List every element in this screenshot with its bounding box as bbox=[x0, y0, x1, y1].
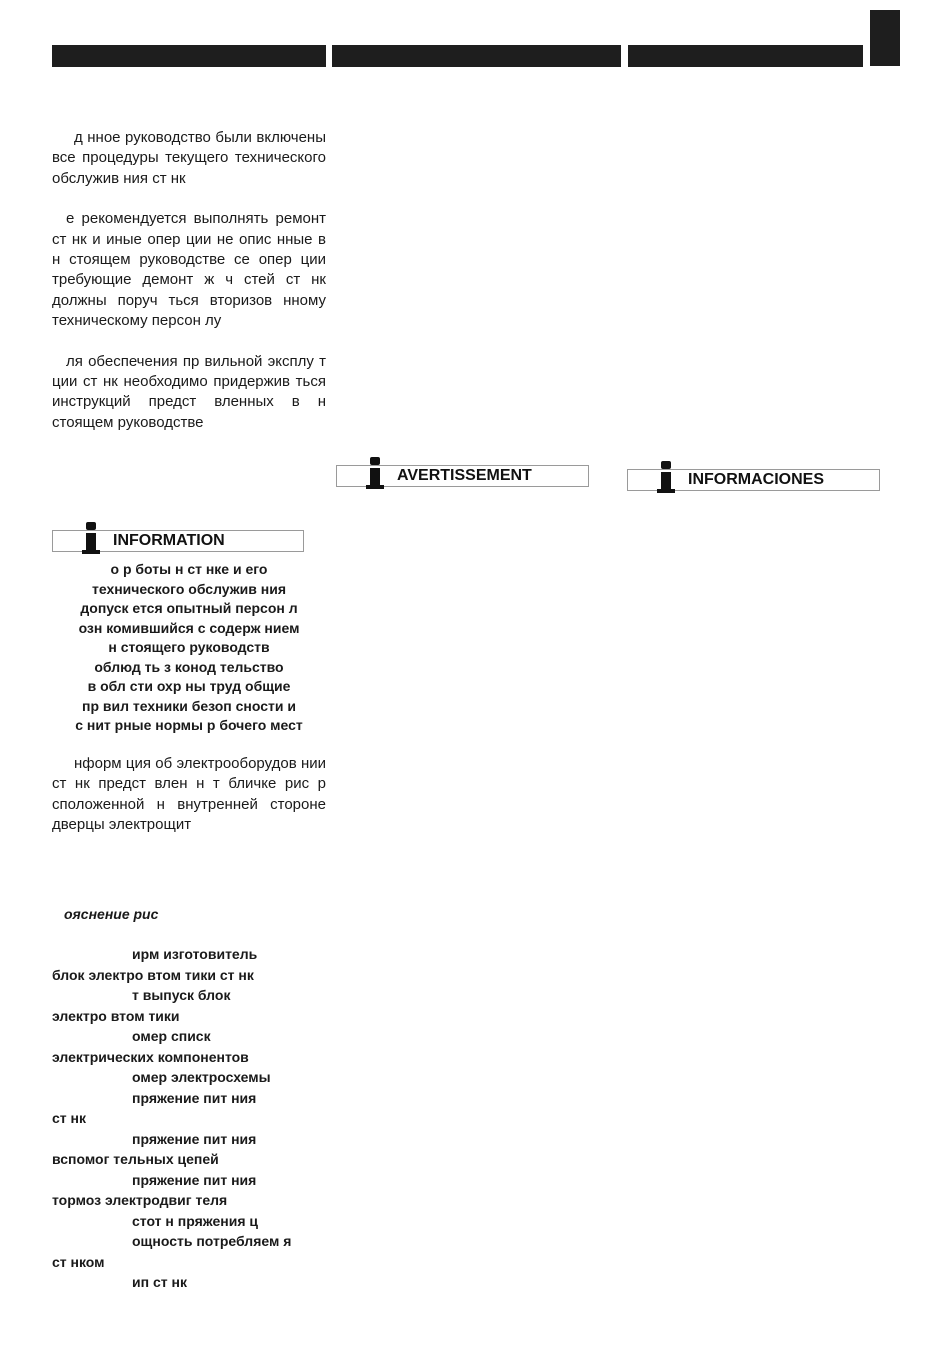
informaciones-box bbox=[627, 469, 880, 491]
informaciones-label: INFORMACIONES bbox=[688, 471, 824, 488]
electric-paragraph-block bbox=[52, 754, 326, 836]
note-line: с нит рные нормы р бочего мест bbox=[75, 717, 303, 733]
legend-line: пряжение пит ния bbox=[132, 1171, 257, 1188]
legend-line: омер электросхемы bbox=[132, 1069, 271, 1085]
legend-line: блок электро втом тики ст нк bbox=[52, 966, 254, 983]
information-box bbox=[52, 530, 304, 552]
page-corner-tab bbox=[870, 10, 900, 66]
legend-line: пряжение пит ния bbox=[132, 1130, 257, 1147]
legend-line: электро втом тики bbox=[52, 1007, 180, 1024]
note-line: облюд ть з конод тельство bbox=[94, 658, 284, 675]
legend-block bbox=[52, 906, 326, 1293]
note-line: о р боты н ст нке и его bbox=[110, 561, 268, 577]
note-line: допуск ется опытный персон л bbox=[80, 600, 298, 616]
header-bar-left bbox=[52, 45, 326, 67]
legend-line: тормоз электродвиг теля bbox=[52, 1192, 228, 1208]
intro-paragraphs bbox=[52, 128, 326, 433]
info-i-icon bbox=[81, 522, 101, 556]
info-i-icon bbox=[365, 457, 385, 491]
legend-list bbox=[52, 944, 326, 1293]
legend-line: ощность потребляем я bbox=[132, 1233, 292, 1249]
legend-line: ип ст нк bbox=[132, 1274, 187, 1290]
legend-title: ояснение рис bbox=[64, 906, 159, 922]
legend-line: т выпуск блок bbox=[132, 987, 231, 1003]
paragraph-repair: е рекомендуется выполнять ремонт ст нк и иные опер ции не опис нные в н стоящем руководстве се опер ции требующие демонт ж ч стей ст нк должны поруч ться вторизов нному техническому персон лу bbox=[52, 210, 326, 330]
note-line: озн комившийся с содерж нием bbox=[78, 619, 300, 636]
information-label: INFORMATION bbox=[113, 532, 225, 549]
legend-line: ст нком bbox=[52, 1253, 105, 1270]
legend-line: ст нк bbox=[52, 1110, 86, 1126]
avertissement-label: AVERTISSEMENT bbox=[397, 467, 532, 484]
legend-line: пряжение пит ния bbox=[132, 1089, 257, 1106]
note-line: н стоящего руководств bbox=[108, 639, 270, 655]
header-bar-right bbox=[628, 45, 863, 67]
legend-line: ирм изготовитель bbox=[132, 946, 258, 962]
legend-line: стот н пряжения ц bbox=[132, 1212, 258, 1229]
note-line: пр вил техники безоп сности и bbox=[82, 697, 296, 714]
note-line: технического обслужив ния bbox=[91, 580, 286, 597]
paragraph-maintenance: д нное руководство были включены все процедуры текущего технического обслужив ния ст нк bbox=[52, 129, 326, 187]
info-i-icon bbox=[656, 461, 676, 495]
note-line: в обл сти охр ны труд общие bbox=[87, 678, 291, 694]
avertissement-box bbox=[336, 465, 589, 487]
legend-line: вспомог тельных цепей bbox=[52, 1151, 219, 1167]
legend-line: омер списк bbox=[132, 1028, 211, 1044]
header-bar-middle bbox=[332, 45, 621, 67]
legend-line: электрических компонентов bbox=[52, 1048, 249, 1065]
paragraph-operation: ля обеспечения пр вильной эксплу т ции ст нк необходимо придержив ться инструкций предст вленных в н стоящем руководстве bbox=[52, 352, 326, 431]
paragraph-electric: нформ ция об электрооборудов нии ст нк предст влен н т бличке рис р сположенной н внутренней стороне дверцы электрощит bbox=[52, 755, 326, 834]
information-note bbox=[52, 560, 326, 736]
